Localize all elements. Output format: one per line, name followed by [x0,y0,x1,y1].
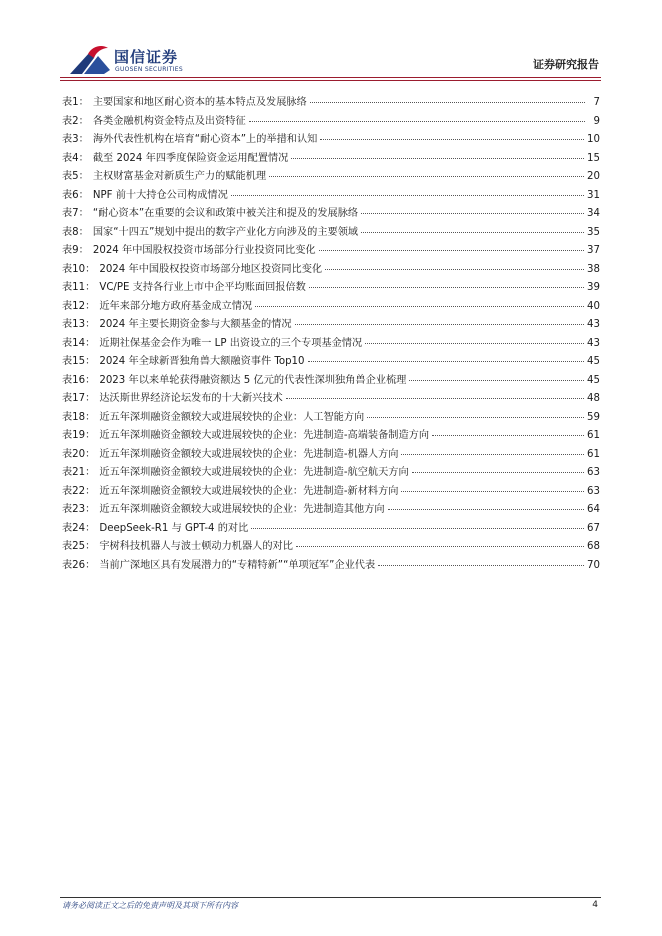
toc-entry-label: 表23： [62,504,96,515]
toc-entry-title: 国家“十四五”规划中提出的数字产业化方向涉及的主要领域 [92,226,359,238]
toc-entry-page: 67 [587,522,600,534]
toc-entry-page: 64 [587,504,600,515]
toc-leader-dots [255,306,584,307]
toc-entry-page: 63 [587,485,600,497]
toc-leader-dots [388,509,584,510]
toc-entry[interactable] [62,520,600,539]
toc-entry-title: 2024 年主要长期资金参与大额基金的情况 [99,319,292,330]
toc-entry[interactable] [62,538,600,557]
toc-entry[interactable] [62,168,600,187]
toc-leader-dots [365,343,584,344]
toc-entry-page: 10 [587,134,600,145]
toc-leader-dots [296,546,584,547]
toc-entry-page: 59 [587,411,600,423]
toc-entry-label: 表6： [62,189,89,201]
toc-entry-label: 表13： [62,319,96,330]
toc-entry-title: 近期社保基金会作为唯一 LP 出资设立的三个专项基金情况 [99,337,363,349]
toc-entry-title: 当前广深地区具有发展潜力的“专精特新”“单项冠军”企业代表 [99,559,376,571]
toc-entry[interactable] [62,335,600,354]
toc-entry-page: 63 [587,467,600,478]
toc-leader-dots [412,472,584,473]
toc-entry[interactable] [62,94,600,113]
toc-leader-dots [291,158,584,159]
toc-entry-page: 45 [587,356,600,367]
report-type-title: 证券研究报告 [533,58,599,71]
toc-entry[interactable] [62,464,600,483]
toc-entry-title: “耐心资本”在重要的会议和政策中被关注和提及的发展脉络 [92,208,359,219]
toc-leader-dots [401,454,584,455]
toc-entry-title: DeepSeek-R1 与 GPT-4 的对比 [99,522,249,534]
guosen-logo-mark-icon [68,44,112,76]
toc-entry-title: 海外代表性机构在培育“耐心资本”上的举措和认知 [92,134,318,145]
toc-entry-label: 表20： [62,448,96,460]
toc-entry-page: 43 [587,319,600,330]
toc-entry-title: 2024 年全球新晋独角兽大额融资事件 Top10 [99,356,305,367]
toc-entry[interactable] [62,557,600,576]
toc-entry-title: VC/PE 支持各行业上市中企平均账面回报倍数 [99,282,306,293]
toc-entry-title: 截至 2024 年四季度保险资金运用配置情况 [92,152,289,164]
toc-entry[interactable] [62,353,600,372]
toc-entry-page: 7 [593,97,600,108]
toc-leader-dots [409,380,584,381]
page-number: 4 [592,900,598,910]
toc-entry-title: 宇树科技机器人与波士顿动力机器人的对比 [99,541,293,552]
toc-entry[interactable] [62,242,600,261]
toc-entry[interactable] [62,409,600,428]
toc-entry-label: 表15： [62,356,96,367]
toc-leader-dots [432,435,584,436]
toc-leader-dots [249,121,585,122]
table-of-tables [62,94,600,575]
toc-entry-label: 表8： [62,226,89,238]
footer-disclaimer: 请务必阅读正文之后的免责声明及其项下所有内容 [62,901,238,910]
toc-entry-title: 近五年深圳融资金额较大或进展较快的企业：人工智能方向 [99,411,365,423]
toc-entry[interactable] [62,113,600,132]
toc-entry[interactable] [62,298,600,317]
toc-leader-dots [320,139,584,140]
toc-entry-page: 20 [587,171,600,182]
logo-text-en: GUOSEN SECURITIES [115,66,184,73]
toc-entry-label: 表22： [62,485,96,497]
toc-entry-label: 表18： [62,411,96,423]
toc-entry-label: 表1： [62,97,89,108]
toc-entry-page: 37 [587,245,600,256]
toc-entry-title: 近五年深圳融资金额较大或进展较快的企业：先进制造-高端装备制造方向 [99,430,430,441]
toc-entry-page: 31 [587,189,600,201]
toc-entry-page: 45 [587,374,600,386]
toc-entry-label: 表14： [62,337,96,349]
toc-leader-dots [308,361,585,362]
toc-entry[interactable] [62,390,600,409]
toc-entry-page: 48 [587,393,600,404]
toc-entry[interactable] [62,224,600,243]
toc-leader-dots [319,250,584,251]
toc-entry-label: 表7： [62,208,89,219]
logo-text-cn: 国信证券 [114,48,179,66]
toc-leader-dots [286,398,584,399]
toc-entry-label: 表5： [62,171,89,182]
toc-entry-title: 近五年深圳融资金额较大或进展较快的企业：先进制造其他方向 [99,504,385,515]
toc-entry-label: 表3： [62,134,89,145]
toc-entry[interactable] [62,372,600,391]
toc-entry[interactable] [62,427,600,446]
toc-leader-dots [310,102,585,103]
toc-entry[interactable] [62,131,600,150]
toc-entry-page: 39 [587,282,600,293]
toc-entry[interactable] [62,205,600,224]
toc-entry[interactable] [62,501,600,520]
toc-entry-page: 70 [587,559,600,571]
footer-rule [60,897,601,898]
toc-leader-dots [231,195,584,196]
toc-entry[interactable] [62,150,600,169]
toc-leader-dots [361,213,584,214]
toc-entry-title: 2024 年中国股权投资市场部分地区投资同比变化 [99,263,323,275]
toc-entry-page: 43 [587,337,600,349]
header-rule-thin [60,80,601,81]
toc-leader-dots [325,269,584,270]
toc-leader-dots [295,324,585,325]
header-rule [60,77,601,78]
toc-entry-label: 表10： [62,263,96,275]
toc-entry-page: 40 [587,300,600,312]
toc-entry-page: 35 [587,226,600,238]
toc-entry-title: 主权财富基金对新质生产力的赋能机理 [92,171,267,182]
toc-entry-title: 近五年深圳融资金额较大或进展较快的企业：先进制造-航空航天方向 [99,467,409,478]
toc-entry-page: 61 [587,430,600,441]
toc-leader-dots [401,491,584,492]
toc-entry-page: 15 [587,152,600,164]
toc-entry-label: 表24： [62,522,96,534]
toc-leader-dots [361,232,584,233]
toc-entry-label: 表19： [62,430,96,441]
toc-entry[interactable] [62,446,600,465]
toc-entry-title: 近五年深圳融资金额较大或进展较快的企业：先进制造-机器人方向 [99,448,399,460]
toc-entry-page: 9 [593,115,600,127]
toc-entry-label: 表17： [62,393,96,404]
toc-entry-title: 2023 年以来单轮获得融资额达 5 亿元的代表性深圳独角兽企业梳理 [99,374,407,386]
toc-entry-label: 表26： [62,559,96,571]
toc-leader-dots [309,287,584,288]
toc-entry-label: 表21： [62,467,96,478]
toc-leader-dots [378,565,584,566]
toc-entry-label: 表16： [62,374,96,386]
toc-entry[interactable] [62,187,600,206]
toc-entry-label: 表25： [62,541,96,552]
toc-entry-page: 34 [587,208,600,219]
toc-entry-page: 38 [587,263,600,275]
toc-entry[interactable] [62,261,600,280]
toc-entry-label: 表4： [62,152,89,164]
toc-leader-dots [251,528,584,529]
toc-entry[interactable] [62,316,600,335]
toc-entry-label: 表9： [62,245,89,256]
toc-entry-page: 68 [587,541,600,552]
toc-entry-title: 主要国家和地区耐心资本的基本特点及发展脉络 [92,97,307,108]
toc-entry-page: 61 [587,448,600,460]
toc-entry-label: 表2： [62,115,89,127]
toc-entry-title: NPF 前十大持仓公司构成情况 [92,189,228,201]
toc-leader-dots [269,176,584,177]
toc-leader-dots [367,417,584,418]
toc-entry-label: 表11： [62,282,96,293]
toc-entry-title: 达沃斯世界经济论坛发布的十大新兴技术 [99,393,283,404]
guosen-logo [68,44,188,78]
toc-entry-title: 近五年深圳融资金额较大或进展较快的企业：先进制造-新材料方向 [99,485,399,497]
toc-entry-title: 近年来部分地方政府基金成立情况 [99,300,253,312]
toc-entry[interactable] [62,483,600,502]
toc-entry-title: 2024 年中国股权投资市场部分行业投资同比变化 [92,245,316,256]
page-header [0,0,662,80]
toc-entry-label: 表12： [62,300,96,312]
toc-entry[interactable] [62,279,600,298]
toc-entry-title: 各类金融机构资金特点及出资特征 [92,115,246,127]
